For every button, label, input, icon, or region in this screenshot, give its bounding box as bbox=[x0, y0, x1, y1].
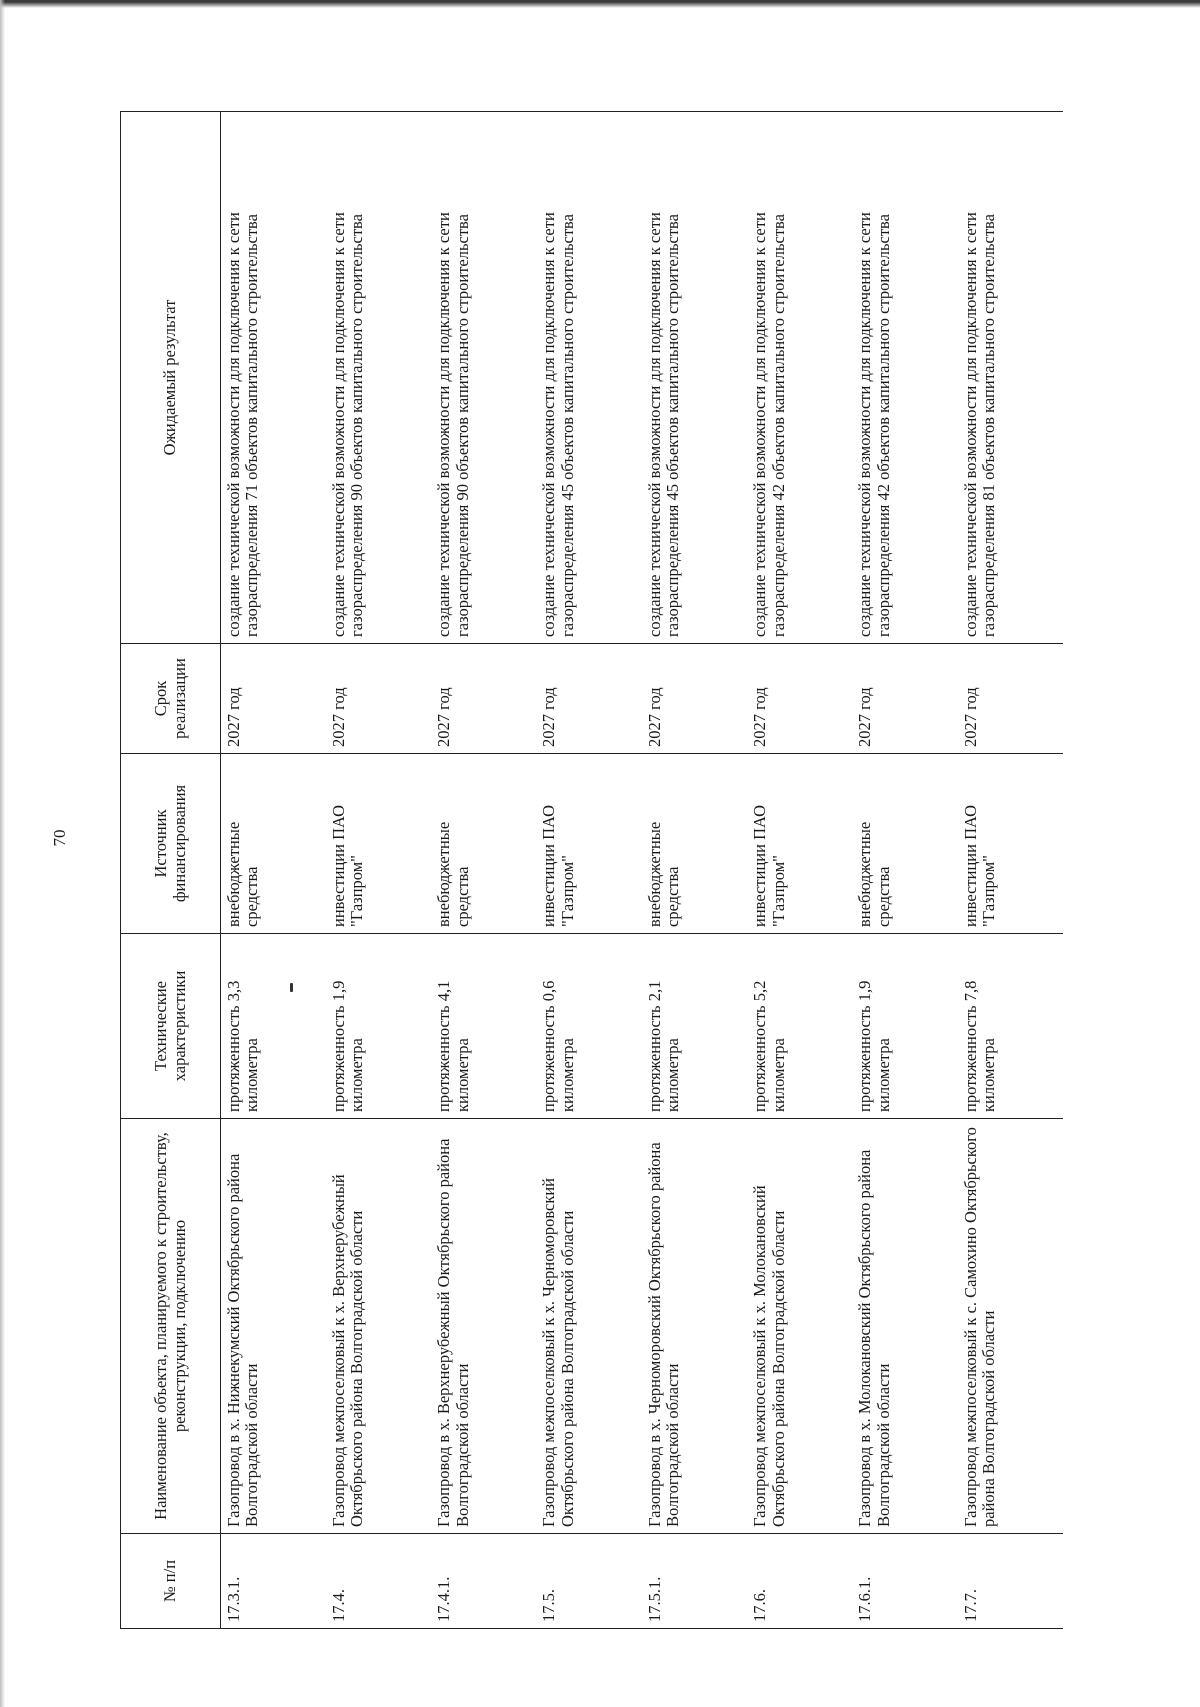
cell-source: инвестиции ПАО "Газпром" bbox=[958, 754, 1063, 934]
cell-num: 17.5. bbox=[536, 1534, 641, 1629]
cell-result: создание технической возможности для подключения к сети газораспределения 45 объектов капитального строительства bbox=[642, 112, 747, 644]
table-row bbox=[747, 112, 852, 1629]
cell-tech: протяженность 4,1 километра bbox=[431, 934, 536, 1119]
cell-num: 17.5.1. bbox=[642, 1534, 747, 1629]
cell-result: создание технической возможности для подключения к сети газораспределения 45 объектов капитального строительства bbox=[536, 112, 641, 644]
cell-term: 2027 год bbox=[326, 644, 431, 754]
cell-result: создание технической возможности для подключения к сети газораспределения 42 объектов капитального строительства bbox=[852, 112, 957, 644]
scan-border-left bbox=[0, 0, 5, 1707]
cell-name: Газопровод в х. Черноморовский Октябрьского района Волгоградской области bbox=[642, 1119, 747, 1534]
header-name: Наименование объекта, планируемого к строительству, реконструкции, подключению bbox=[121, 1119, 221, 1534]
cell-term: 2027 год bbox=[642, 644, 747, 754]
cell-result: создание технической возможности для подключения к сети газораспределения 71 объектов капитального строительства bbox=[221, 112, 326, 644]
cell-name: Газопровод межпоселковый к х. Молокановский Октябрьского района Волгоградской области bbox=[747, 1119, 852, 1534]
cell-source: внебюджетные средства bbox=[642, 754, 747, 934]
cell-num: 17.4.1. bbox=[431, 1534, 536, 1629]
header-source: Источник финансирования bbox=[121, 754, 221, 934]
cell-name: Газопровод межпоселковый к х. Черноморовский Октябрьского района Волгоградской области bbox=[536, 1119, 641, 1534]
rotated-table-container bbox=[120, 112, 1063, 1629]
scan-speck bbox=[290, 983, 293, 992]
header-tech: Технические характеристики bbox=[121, 934, 221, 1119]
cell-source: инвестиции ПАО "Газпром" bbox=[747, 754, 852, 934]
table-row bbox=[326, 112, 431, 1629]
cell-result: создание технической возможности для подключения к сети газораспределения 42 объектов капитального строительства bbox=[747, 112, 852, 644]
cell-result: создание технической возможности для подключения к сети газораспределения 90 объектов капитального строительства bbox=[431, 112, 536, 644]
cell-num: 17.4. bbox=[326, 1534, 431, 1629]
cell-term: 2027 год bbox=[747, 644, 852, 754]
scan-border-top bbox=[0, 0, 1200, 8]
cell-tech: протяженность 1,9 километра bbox=[852, 934, 957, 1119]
cell-name: Газопровод в х. Верхнерубежный Октябрьского района Волгоградской области bbox=[431, 1119, 536, 1534]
cell-term: 2027 год bbox=[958, 644, 1063, 754]
cell-source: инвестиции ПАО "Газпром" bbox=[326, 754, 431, 934]
table-row bbox=[431, 112, 536, 1629]
table-row bbox=[958, 112, 1063, 1629]
cell-num: 17.6.1. bbox=[852, 1534, 957, 1629]
cell-source: инвестиции ПАО "Газпром" bbox=[536, 754, 641, 934]
cell-source: внебюджетные средства bbox=[852, 754, 957, 934]
cell-tech: протяженность 0,6 километра bbox=[536, 934, 641, 1119]
cell-tech: протяженность 5,2 километра bbox=[747, 934, 852, 1119]
cell-term: 2027 год bbox=[221, 644, 326, 754]
cell-num: 17.7. bbox=[958, 1534, 1063, 1629]
cell-tech: протяженность 3,3 километра bbox=[221, 934, 326, 1119]
table-row bbox=[536, 112, 641, 1629]
cell-name: Газопровод межпоселковый к х. Верхнерубежный Октябрьского района Волгоградской области bbox=[326, 1119, 431, 1534]
header-row bbox=[121, 112, 221, 1629]
cell-name: Газопровод в х. Нижнекумский Октябрьского района Волгоградской области bbox=[221, 1119, 326, 1534]
table-header bbox=[121, 112, 221, 1629]
cell-source: внебюджетные средства bbox=[431, 754, 536, 934]
cell-num: 17.6. bbox=[747, 1534, 852, 1629]
page-number: 70 bbox=[50, 829, 69, 847]
header-num: № п/п bbox=[121, 1534, 221, 1629]
projects-table bbox=[120, 111, 1063, 1629]
table-row bbox=[221, 112, 326, 1629]
cell-tech: протяженность 2,1 километра bbox=[642, 934, 747, 1119]
cell-tech: протяженность 1,9 километра bbox=[326, 934, 431, 1119]
cell-tech: протяженность 7,8 километра bbox=[958, 934, 1063, 1119]
header-result: Ожидаемый результат bbox=[121, 112, 221, 644]
cell-name: Газопровод в х. Молокановский Октябрьского района Волгоградской области bbox=[852, 1119, 957, 1534]
cell-result: создание технической возможности для подключения к сети газораспределения 81 объектов капитального строительства bbox=[958, 112, 1063, 644]
cell-name: Газопровод межпоселковый к с. Самохино Октябрьского района Волгоградской области bbox=[958, 1119, 1063, 1534]
header-term: Срок реализации bbox=[121, 644, 221, 754]
cell-source: внебюджетные средства bbox=[221, 754, 326, 934]
table-row bbox=[642, 112, 747, 1629]
cell-term: 2027 год bbox=[852, 644, 957, 754]
table-row bbox=[852, 112, 957, 1629]
table-body bbox=[221, 112, 1064, 1629]
cell-term: 2027 год bbox=[431, 644, 536, 754]
cell-num: 17.3.1. bbox=[221, 1534, 326, 1629]
cell-term: 2027 год bbox=[536, 644, 641, 754]
cell-result: создание технической возможности для подключения к сети газораспределения 90 объектов капитального строительства bbox=[326, 112, 431, 644]
